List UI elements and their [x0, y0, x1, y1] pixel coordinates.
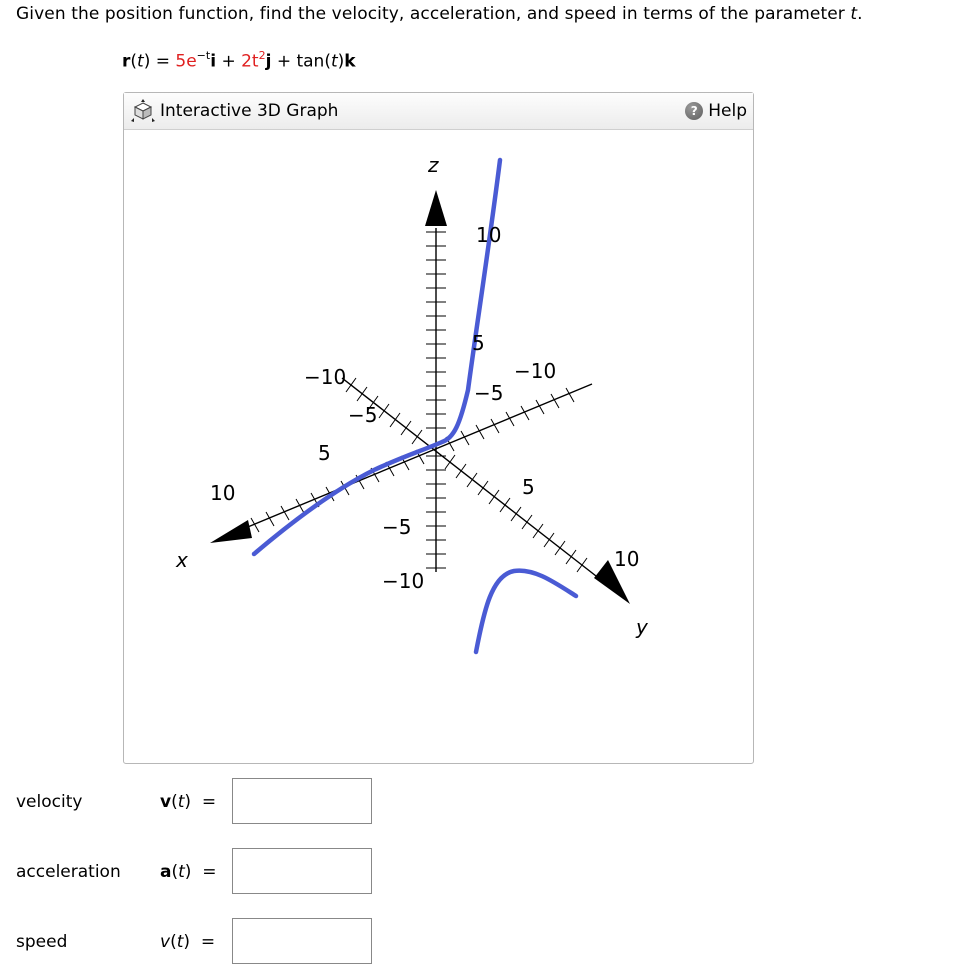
help-circle-icon: ?	[685, 102, 703, 120]
velocity-label: velocity	[16, 792, 83, 812]
y-tick-neg-5: −5	[348, 403, 378, 427]
acceleration-expression: a(t) =	[160, 862, 217, 882]
plus: +	[276, 51, 292, 72]
acceleration-input[interactable]	[232, 848, 372, 894]
equals: ) =	[143, 51, 170, 72]
speed-expression: v(t) =	[160, 932, 216, 952]
speed-label: speed	[16, 932, 68, 952]
v-bold: v	[160, 792, 172, 812]
y-tick-neg-10: −10	[304, 365, 347, 389]
z-axis-arrow	[425, 190, 447, 226]
z-tick-10: 10	[476, 223, 502, 247]
x-tick-neg-5: −5	[474, 381, 504, 405]
v-italic: v	[160, 932, 171, 952]
r-symbol: r	[122, 51, 131, 72]
coefficient-2t: 2t	[241, 51, 259, 72]
x-tick-neg-10: −10	[514, 359, 557, 383]
tick-marks	[251, 232, 587, 572]
acceleration-row	[0, 848, 400, 896]
prompt-text: Given the position function, find the velocity, acceleration, and speed in terms of the parameter	[16, 4, 851, 24]
speed-row	[0, 918, 400, 966]
x-axis-arrow	[210, 520, 252, 543]
help-label: Help	[708, 101, 747, 121]
z-tick-neg-10: −10	[382, 569, 425, 593]
velocity-input[interactable]	[232, 778, 372, 824]
graph-header	[124, 93, 753, 130]
unit-k: k	[344, 51, 356, 72]
paren-close: )	[337, 51, 345, 72]
exponent-2: 2	[258, 49, 266, 62]
paren-open: (	[130, 51, 138, 72]
param-t: t	[177, 792, 185, 812]
z-tick-neg-5: −5	[382, 515, 412, 539]
curve-branch-main	[254, 160, 500, 554]
x-tick-10: 10	[210, 481, 236, 505]
x-tick-5: 5	[318, 441, 331, 465]
y-axis	[342, 378, 614, 590]
plus: +	[221, 51, 236, 72]
graph-title: Interactive 3D Graph	[160, 101, 339, 121]
velocity-row	[0, 778, 400, 826]
param-t: t	[176, 932, 184, 952]
z-axis-label: z	[428, 153, 439, 177]
problem-statement	[16, 4, 863, 24]
axes	[226, 228, 614, 590]
y-tick-5: 5	[522, 475, 535, 499]
acceleration-label: acceleration	[16, 862, 121, 882]
prompt-end: .	[857, 4, 863, 24]
cube-3d-icon	[130, 99, 156, 123]
z-tick-5: 5	[472, 331, 485, 355]
param-t: t	[330, 51, 338, 72]
graph-canvas[interactable]	[124, 130, 753, 763]
y-tick-10: 10	[614, 547, 640, 571]
equals: =	[200, 932, 216, 952]
unit-i: i	[210, 51, 217, 72]
coefficient-5e: 5e	[175, 51, 197, 72]
unit-j: j	[265, 51, 272, 72]
velocity-expression: v(t) =	[160, 792, 217, 812]
a-bold: a	[160, 862, 172, 882]
tan-func: tan(	[296, 51, 331, 72]
y-axis-label: y	[636, 615, 648, 639]
speed-input[interactable]	[232, 918, 372, 964]
exponent-neg-t: −t	[196, 49, 211, 62]
param-t: t	[178, 862, 185, 882]
curve-branch-lower	[476, 571, 576, 652]
equals: =	[202, 862, 217, 882]
prompt-param: t	[850, 4, 858, 24]
help-button[interactable]	[685, 99, 747, 123]
interactive-3d-graph[interactable]	[123, 92, 754, 764]
param-t: t	[137, 51, 144, 72]
x-axis-label: x	[176, 548, 188, 572]
position-function	[122, 50, 356, 72]
x-axis	[226, 384, 592, 536]
equals: =	[201, 792, 217, 812]
